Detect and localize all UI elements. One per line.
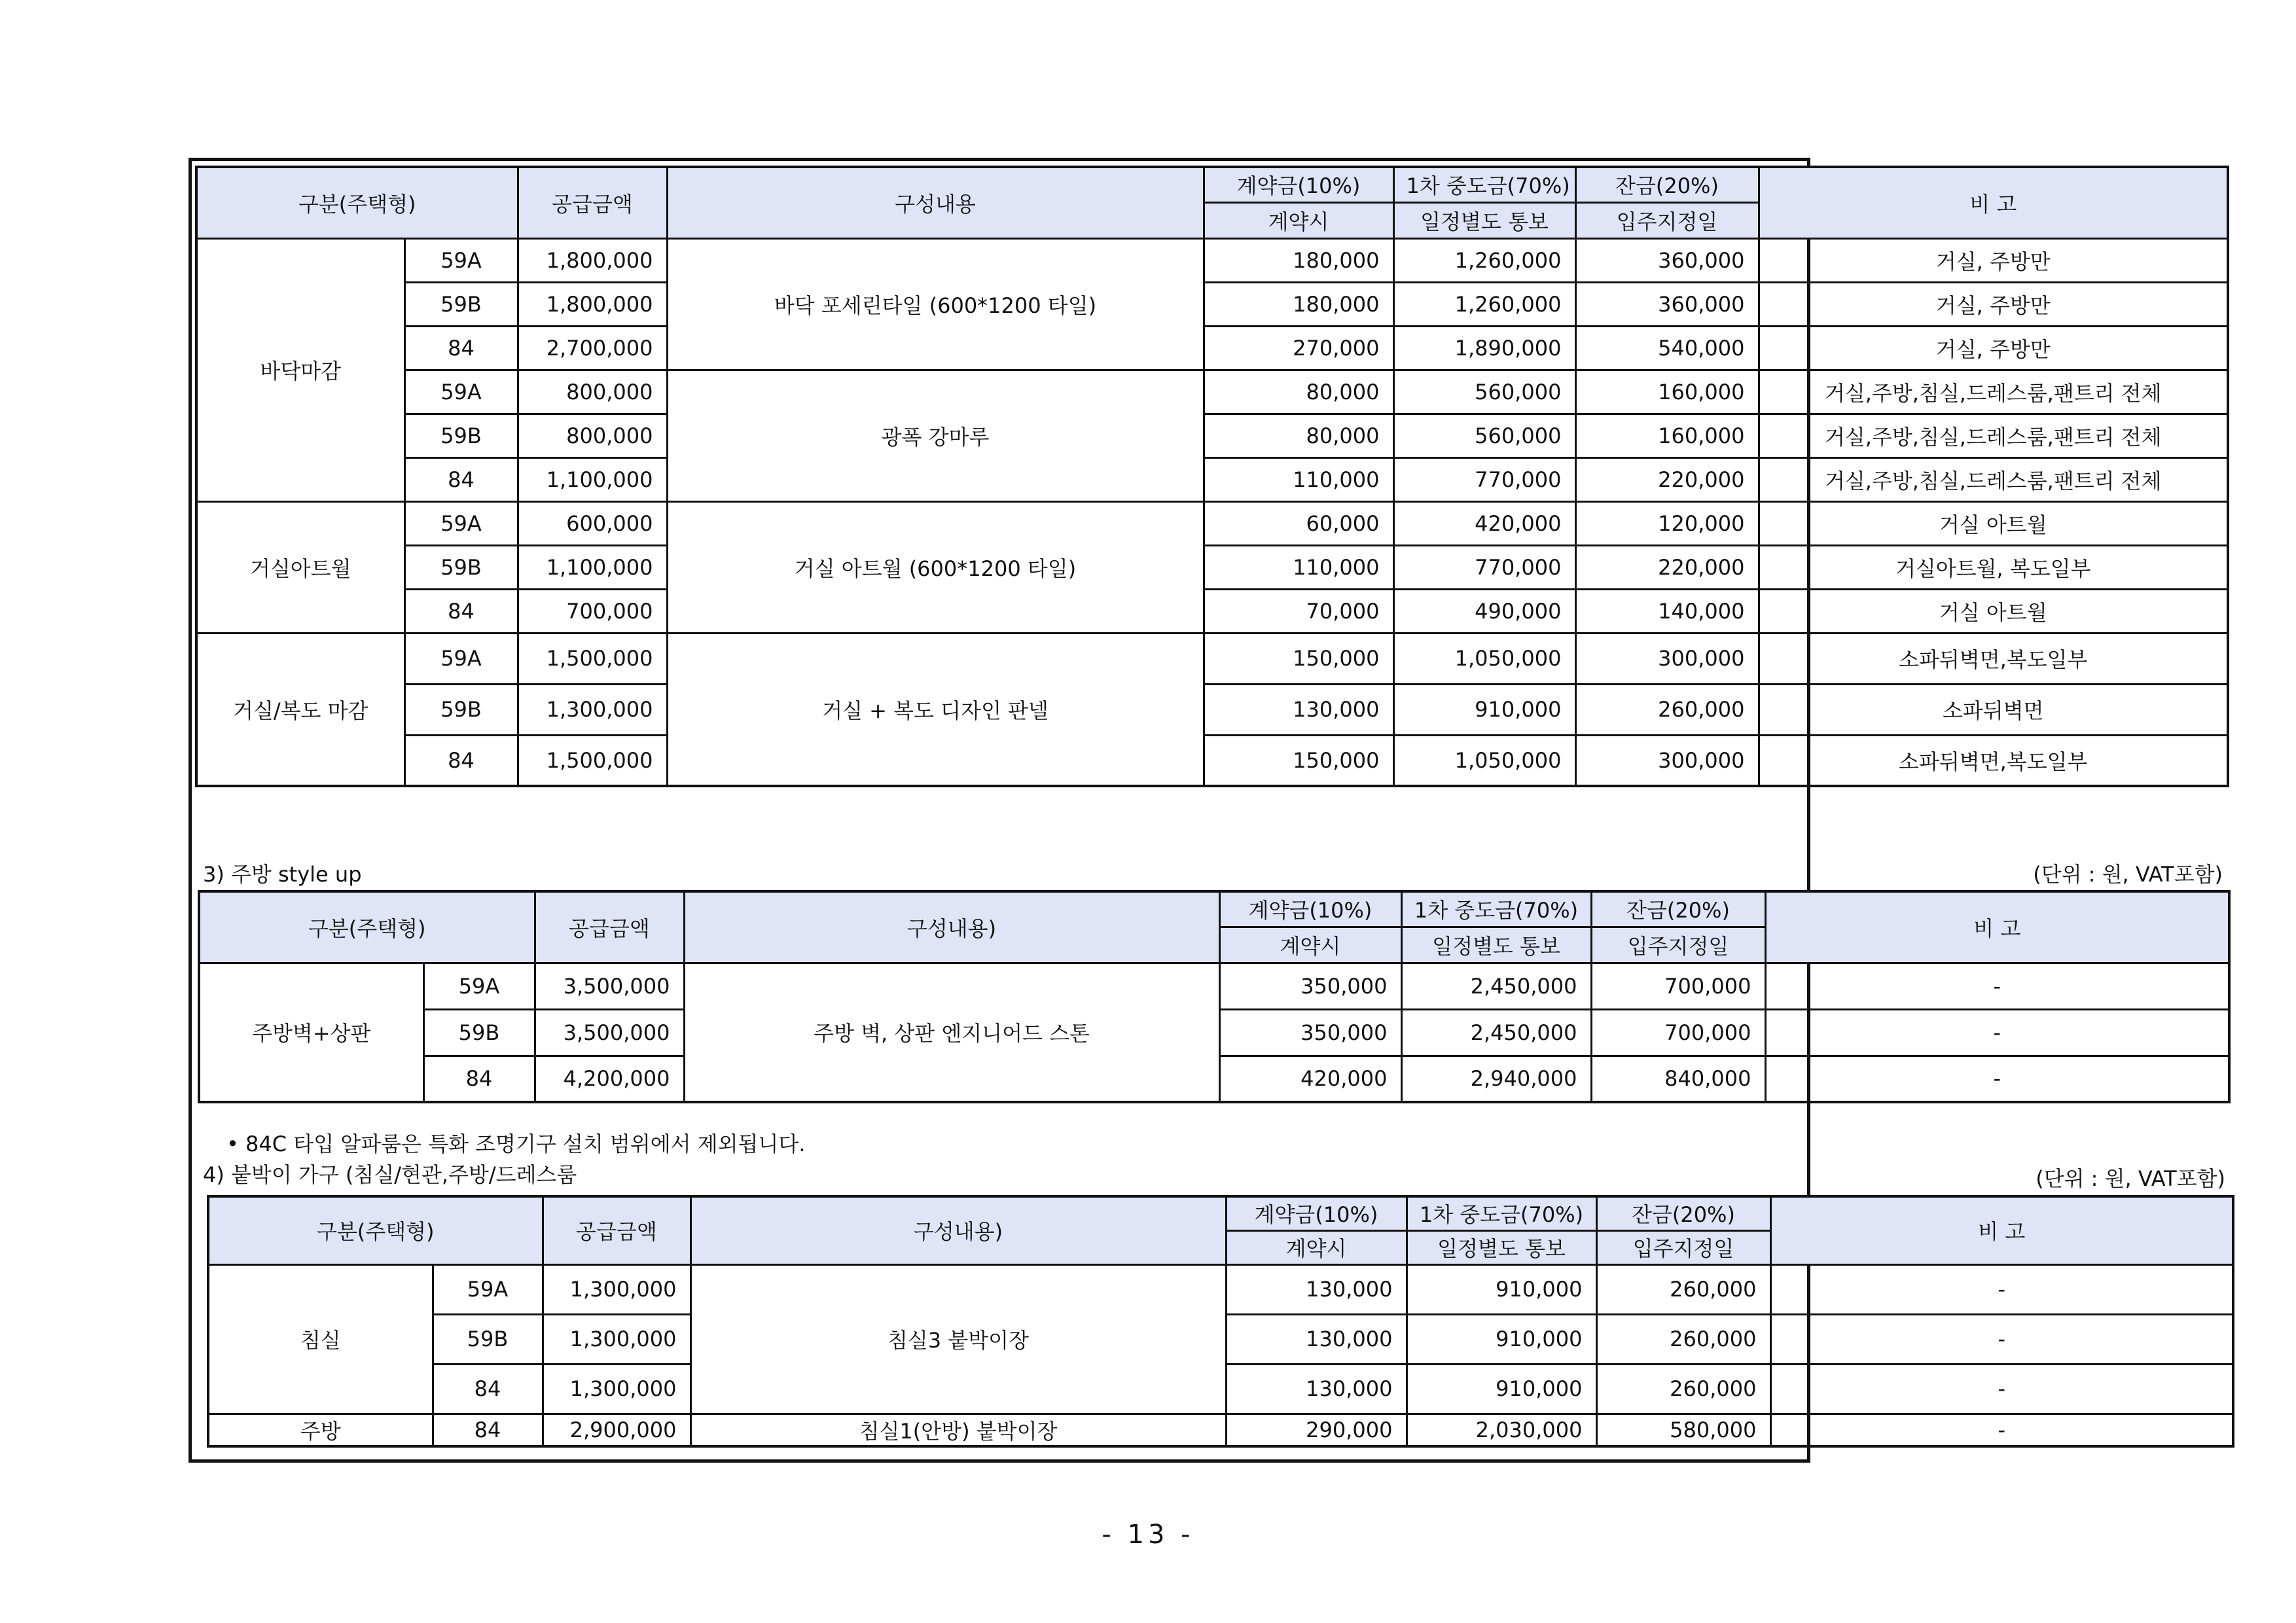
cell-deposit: 420,000 (1219, 1056, 1401, 1102)
cell-type: 59B (404, 282, 518, 326)
table-row (196, 589, 2228, 633)
table-row (196, 370, 2228, 414)
cell-deposit: 150,000 (1204, 633, 1393, 684)
cell-balance: 840,000 (1591, 1056, 1765, 1102)
cell-deposit: 110,000 (1204, 457, 1393, 501)
cell-balance: 300,000 (1575, 633, 1759, 684)
cell-balance: 300,000 (1575, 735, 1759, 786)
cell-balance: 540,000 (1575, 326, 1759, 370)
contents-cell: 주방 벽, 상판 엔지니어드 스톤 (684, 963, 1219, 1102)
table-row (196, 684, 2228, 735)
contents-cell: 거실 + 복도 디자인 판넬 (667, 633, 1204, 786)
cell-type: 59A (404, 633, 518, 684)
cell-middle: 910,000 (1407, 1364, 1596, 1414)
cell-deposit: 130,000 (1226, 1314, 1407, 1364)
cell-price: 1,300,000 (543, 1364, 691, 1414)
cell-remark: 소파뒤벽면,복도일부 (1759, 735, 2228, 786)
cell-price: 1,500,000 (518, 735, 667, 786)
cell-balance: 220,000 (1575, 545, 1759, 589)
cell-remark: 소파뒤벽면 (1759, 684, 2228, 735)
col-header-remarks: 비 고 (1770, 1196, 2233, 1264)
cell-remark: 거실 아트월 (1759, 501, 2228, 545)
cell-price: 3,500,000 (535, 1009, 684, 1056)
cell-type: 84 (404, 457, 518, 501)
col-header-contents: 구성내용 (667, 167, 1204, 238)
cell-deposit: 270,000 (1204, 326, 1393, 370)
cell-balance: 700,000 (1591, 1009, 1765, 1056)
cell-middle: 1,260,000 (1393, 282, 1575, 326)
group-label: 주방 (208, 1414, 433, 1446)
col-header-remarks: 비 고 (1765, 891, 2229, 963)
cell-remark: - (1765, 1009, 2229, 1056)
page-number: - 13 - (1102, 1520, 1194, 1550)
cell-type: 59A (433, 1264, 543, 1314)
col-header-middle: 1차 중도금(70%) (1393, 167, 1575, 202)
cell-type: 84 (404, 326, 518, 370)
cell-middle: 560,000 (1393, 414, 1575, 457)
note-text: • 84C 타입 알파룸은 특화 조명기구 설치 범위에서 제외됩니다. (226, 1132, 806, 1156)
cell-balance: 120,000 (1575, 501, 1759, 545)
cell-middle: 910,000 (1407, 1314, 1596, 1364)
cell-deposit: 130,000 (1226, 1364, 1407, 1414)
cell-balance: 360,000 (1575, 282, 1759, 326)
cell-deposit: 150,000 (1204, 735, 1393, 786)
group-label: 바닥마감 (196, 238, 404, 501)
cell-remark: 거실, 주방만 (1759, 282, 2228, 326)
section4-title: 4) 붙박이 가구 (침실/현관,주방/드레스룸 (203, 1162, 577, 1187)
cell-type: 59B (423, 1009, 535, 1056)
cell-remark: - (1770, 1264, 2233, 1314)
cell-middle: 560,000 (1393, 370, 1575, 414)
col-header-middle: 1차 중도금(70%) (1401, 891, 1591, 927)
table-row (196, 282, 2228, 326)
col-header-balance: 잔금(20%) (1575, 167, 1759, 202)
cell-middle: 1,890,000 (1393, 326, 1575, 370)
cell-middle: 1,050,000 (1393, 633, 1575, 684)
cell-balance: 260,000 (1596, 1264, 1770, 1314)
cell-price: 1,300,000 (543, 1264, 691, 1314)
cell-remark: 소파뒤벽면,복도일부 (1759, 633, 2228, 684)
cell-deposit: 180,000 (1204, 282, 1393, 326)
options-table-builtin (207, 1195, 2234, 1448)
cell-remark: - (1770, 1364, 2233, 1414)
contents-cell: 침실3 붙박이장 (691, 1264, 1226, 1414)
col-header-middle: 1차 중도금(70%) (1407, 1196, 1596, 1230)
col-subheader-deposit: 계약시 (1204, 202, 1393, 238)
section4-unit: (단위 : 원, VAT포함) (2036, 1166, 2225, 1191)
col-subheader-balance: 입주지정일 (1591, 927, 1765, 963)
cell-deposit: 130,000 (1204, 684, 1393, 735)
cell-price: 800,000 (518, 414, 667, 457)
cell-remark: 거실,주방,침실,드레스룸,팬트리 전체 (1759, 414, 2228, 457)
col-subheader-deposit: 계약시 (1219, 927, 1401, 963)
col-header-remarks: 비 고 (1759, 167, 2228, 238)
col-header-deposit: 계약금(10%) (1219, 891, 1401, 927)
cell-deposit: 110,000 (1204, 545, 1393, 589)
group-label: 거실/복도 마감 (196, 633, 404, 786)
cell-remark: 거실, 주방만 (1759, 238, 2228, 282)
table-row (196, 501, 2228, 545)
cell-remark: - (1770, 1414, 2233, 1446)
col-header-contents: 구성내용) (684, 891, 1219, 963)
col-subheader-balance: 입주지정일 (1575, 202, 1759, 238)
cell-type: 59A (404, 501, 518, 545)
cell-remark: 거실,주방,침실,드레스룸,팬트리 전체 (1759, 370, 2228, 414)
cell-deposit: 180,000 (1204, 238, 1393, 282)
table-row (196, 414, 2228, 457)
col-header-contents: 구성내용) (691, 1196, 1226, 1264)
cell-type: 84 (404, 589, 518, 633)
col-header-balance: 잔금(20%) (1596, 1196, 1770, 1230)
cell-deposit: 80,000 (1204, 370, 1393, 414)
cell-type: 84 (404, 735, 518, 786)
cell-type: 84 (433, 1414, 543, 1446)
cell-middle: 910,000 (1407, 1264, 1596, 1314)
cell-price: 1,800,000 (518, 238, 667, 282)
contents-cell: 침실1(안방) 붙박이장 (691, 1414, 1226, 1446)
group-label: 주방벽+상판 (199, 963, 423, 1102)
contents-cell: 바닥 포세린타일 (600*1200 타일) (667, 238, 1204, 370)
cell-deposit: 350,000 (1219, 1009, 1401, 1056)
table-row (196, 633, 2228, 684)
cell-remark: 거실, 주방만 (1759, 326, 2228, 370)
cell-balance: 160,000 (1575, 370, 1759, 414)
cell-deposit: 130,000 (1226, 1264, 1407, 1314)
cell-price: 700,000 (518, 589, 667, 633)
col-header-price: 공급금액 (543, 1196, 691, 1264)
cell-balance: 360,000 (1575, 238, 1759, 282)
cell-remark: - (1770, 1314, 2233, 1364)
cell-price: 1,300,000 (543, 1314, 691, 1364)
col-subheader-middle: 일정별도 통보 (1401, 927, 1591, 963)
group-label: 거실아트월 (196, 501, 404, 633)
cell-middle: 490,000 (1393, 589, 1575, 633)
cell-middle: 770,000 (1393, 545, 1575, 589)
cell-price: 2,900,000 (543, 1414, 691, 1446)
col-header-deposit: 계약금(10%) (1204, 167, 1393, 202)
col-subheader-deposit: 계약시 (1226, 1230, 1407, 1264)
cell-balance: 700,000 (1591, 963, 1765, 1009)
options-table-flooring (195, 166, 2229, 787)
cell-price: 1,100,000 (518, 457, 667, 501)
cell-balance: 580,000 (1596, 1414, 1770, 1446)
cell-middle: 1,050,000 (1393, 735, 1575, 786)
cell-type: 59B (404, 414, 518, 457)
cell-middle: 910,000 (1393, 684, 1575, 735)
table-row (196, 238, 2228, 282)
cell-deposit: 290,000 (1226, 1414, 1407, 1446)
table-row (196, 457, 2228, 501)
section3-title: 3) 주방 style up (203, 862, 362, 887)
cell-middle: 2,450,000 (1401, 1009, 1591, 1056)
cell-price: 3,500,000 (535, 963, 684, 1009)
cell-deposit: 70,000 (1204, 589, 1393, 633)
col-header-balance: 잔금(20%) (1591, 891, 1765, 927)
cell-type: 59A (423, 963, 535, 1009)
cell-balance: 260,000 (1575, 684, 1759, 735)
cell-balance: 260,000 (1596, 1364, 1770, 1414)
cell-remark: 거실아트월, 복도일부 (1759, 545, 2228, 589)
options-table-kitchen (198, 890, 2231, 1103)
cell-type: 59B (404, 684, 518, 735)
cell-price: 800,000 (518, 370, 667, 414)
section3-unit: (단위 : 원, VAT포함) (2033, 862, 2223, 887)
col-header-category: 구분(주택형) (208, 1196, 543, 1264)
cell-type: 59A (404, 370, 518, 414)
cell-deposit: 80,000 (1204, 414, 1393, 457)
cell-type: 59A (404, 238, 518, 282)
cell-middle: 420,000 (1393, 501, 1575, 545)
table-row (208, 1264, 2233, 1314)
cell-balance: 140,000 (1575, 589, 1759, 633)
cell-remark: 거실,주방,침실,드레스룸,팬트리 전체 (1759, 457, 2228, 501)
cell-price: 600,000 (518, 501, 667, 545)
cell-price: 1,500,000 (518, 633, 667, 684)
cell-price: 4,200,000 (535, 1056, 684, 1102)
col-subheader-balance: 입주지정일 (1596, 1230, 1770, 1264)
cell-type: 59B (404, 545, 518, 589)
cell-type: 59B (433, 1314, 543, 1364)
cell-price: 1,100,000 (518, 545, 667, 589)
cell-middle: 2,940,000 (1401, 1056, 1591, 1102)
table-row (199, 963, 2229, 1009)
cell-balance: 220,000 (1575, 457, 1759, 501)
cell-balance: 160,000 (1575, 414, 1759, 457)
contents-cell: 거실 아트월 (600*1200 타일) (667, 501, 1204, 633)
col-header-deposit: 계약금(10%) (1226, 1196, 1407, 1230)
cell-middle: 770,000 (1393, 457, 1575, 501)
cell-deposit: 350,000 (1219, 963, 1401, 1009)
cell-remark: - (1765, 1056, 2229, 1102)
cell-price: 1,300,000 (518, 684, 667, 735)
cell-type: 84 (433, 1364, 543, 1414)
table-row (196, 545, 2228, 589)
col-header-price: 공급금액 (518, 167, 667, 238)
cell-middle: 2,450,000 (1401, 963, 1591, 1009)
cell-balance: 260,000 (1596, 1314, 1770, 1364)
cell-price: 2,700,000 (518, 326, 667, 370)
col-subheader-middle: 일정별도 통보 (1393, 202, 1575, 238)
cell-type: 84 (423, 1056, 535, 1102)
group-label: 침실 (208, 1264, 433, 1414)
col-header-price: 공급금액 (535, 891, 684, 963)
table-row (196, 735, 2228, 786)
table-row (196, 326, 2228, 370)
contents-cell: 광폭 강마루 (667, 370, 1204, 501)
cell-deposit: 60,000 (1204, 501, 1393, 545)
col-header-category: 구분(주택형) (199, 891, 535, 963)
cell-remark: 거실 아트월 (1759, 589, 2228, 633)
cell-middle: 1,260,000 (1393, 238, 1575, 282)
col-header-category: 구분(주택형) (196, 167, 518, 238)
table-row (208, 1414, 2233, 1446)
cell-price: 1,800,000 (518, 282, 667, 326)
col-subheader-middle: 일정별도 통보 (1407, 1230, 1596, 1264)
cell-remark: - (1765, 963, 2229, 1009)
cell-middle: 2,030,000 (1407, 1414, 1596, 1446)
